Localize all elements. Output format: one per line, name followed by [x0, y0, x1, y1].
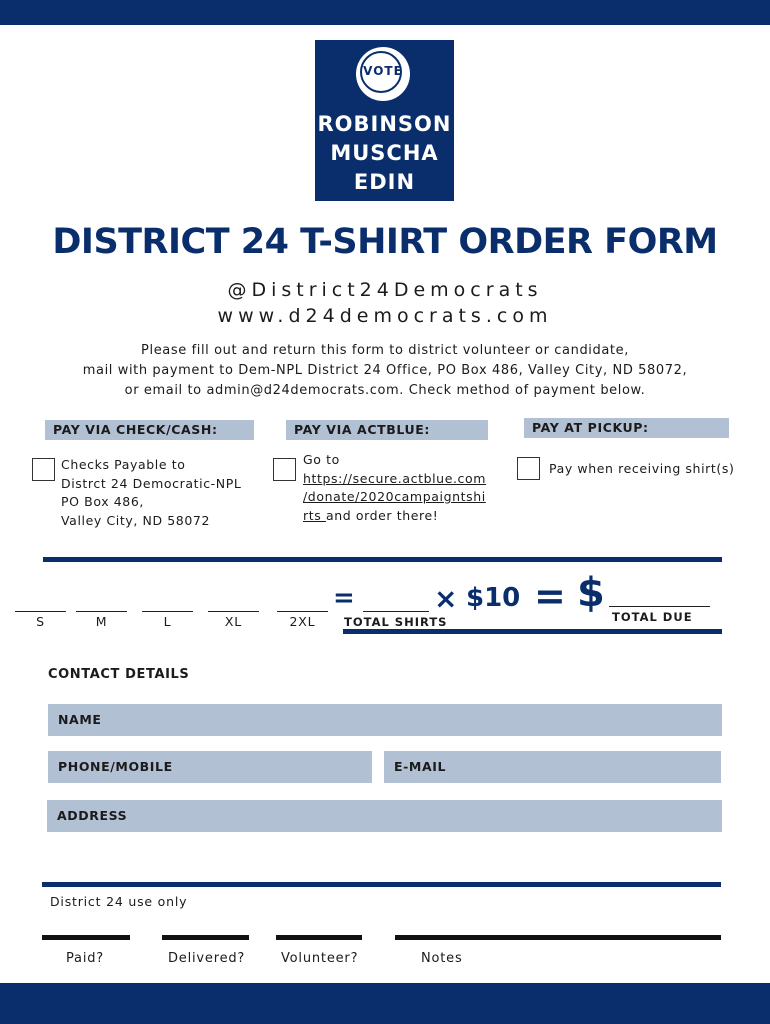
- size-s-blank[interactable]: [15, 611, 66, 612]
- paid-line[interactable]: [42, 935, 130, 940]
- size-label: S: [36, 614, 45, 629]
- actblue-intro: Go to: [303, 452, 340, 467]
- pickup-heading: PAY AT PICKUP:: [524, 418, 729, 438]
- total-shirts-label: TOTAL SHIRTS: [344, 615, 448, 629]
- vote-badge: [356, 47, 410, 101]
- check-cash-checkbox[interactable]: [32, 458, 55, 481]
- website: www.d24democrats.com: [217, 305, 553, 327]
- size-xl-blank[interactable]: [208, 611, 259, 612]
- total-due-blank[interactable]: [609, 606, 710, 607]
- phone-field[interactable]: PHONE/MOBILE: [48, 751, 372, 783]
- check-line: Checks Payable to: [61, 457, 186, 472]
- campaign-logo: [315, 40, 454, 201]
- actblue-tail: and order there!: [325, 507, 439, 523]
- instruction-line: Please fill out and return this form to district volunteer or candidate,: [141, 343, 629, 358]
- bottom-bar: [0, 983, 770, 1024]
- dollar-sign: $: [577, 570, 605, 616]
- instruction-line: or email to admin@d24democrats.com. Check method of payment below.: [124, 383, 646, 398]
- contact-title: CONTACT DETAILS: [48, 667, 190, 682]
- size-l-blank[interactable]: [142, 611, 193, 612]
- paid-label: Paid?: [66, 951, 104, 966]
- pickup-details: Pay when receiving shirt(s): [549, 461, 735, 476]
- actblue-details: [303, 451, 486, 525]
- equals-sign-large: =: [534, 574, 566, 618]
- size-label: L: [163, 614, 172, 629]
- size-m-blank[interactable]: [76, 611, 127, 612]
- times-sign: ×: [434, 582, 458, 615]
- check-line: PO Box 486,: [61, 494, 144, 509]
- office-use-title: District 24 use only: [50, 894, 188, 909]
- actblue-link[interactable]: https://secure.actblue.com: [303, 470, 487, 486]
- volunteer-label: Volunteer?: [281, 951, 359, 966]
- divider: [42, 882, 721, 887]
- form-title: DISTRICT 24 T-SHIRT ORDER FORM: [52, 222, 718, 262]
- check-cash-details: [61, 456, 241, 530]
- candidate-name: EDIN: [353, 170, 416, 194]
- actblue-link[interactable]: /donate/2020campaigntshi: [303, 489, 486, 504]
- equals-sign: =: [333, 583, 355, 613]
- actblue-checkbox[interactable]: [273, 458, 296, 481]
- size-2xl-blank[interactable]: [277, 611, 328, 612]
- top-bar: [0, 0, 770, 25]
- candidate-name: ROBINSON: [317, 112, 452, 136]
- delivered-line[interactable]: [162, 935, 249, 940]
- total-due-label: TOTAL DUE: [612, 610, 693, 624]
- instruction-line: mail with payment to Dem-NPL District 24 Office, PO Box 486, Valley City, ND 58072,: [82, 363, 688, 378]
- check-line: Distrct 24 Democratic-NPL: [61, 475, 242, 491]
- address-field[interactable]: ADDRESS: [47, 800, 722, 832]
- size-label: 2XL: [289, 614, 316, 629]
- size-label: XL: [224, 614, 243, 629]
- delivered-label: Delivered?: [168, 951, 246, 966]
- candidate-names: [315, 110, 454, 197]
- email-field[interactable]: E-MAIL: [384, 751, 721, 783]
- actblue-link[interactable]: rts: [303, 507, 326, 523]
- vote-text: VOTE: [363, 64, 403, 78]
- instructions: [0, 341, 770, 401]
- name-field[interactable]: NAME: [48, 704, 722, 736]
- actblue-heading: PAY VIA ACTBLUE:: [286, 420, 488, 440]
- check-cash-heading: PAY VIA CHECK/CASH:: [45, 420, 254, 440]
- divider: [343, 629, 722, 634]
- price: $10: [466, 583, 521, 613]
- size-label: M: [95, 614, 108, 629]
- pickup-checkbox[interactable]: [517, 457, 540, 480]
- check-line: Valley City, ND 58072: [61, 512, 211, 528]
- candidate-name: MUSCHA: [330, 141, 439, 165]
- total-shirts-blank[interactable]: [363, 611, 429, 612]
- volunteer-line[interactable]: [276, 935, 362, 940]
- social-handle: @District24Democrats: [227, 279, 543, 301]
- divider: [43, 557, 722, 562]
- notes-label: Notes: [421, 951, 463, 966]
- notes-line[interactable]: [395, 935, 721, 940]
